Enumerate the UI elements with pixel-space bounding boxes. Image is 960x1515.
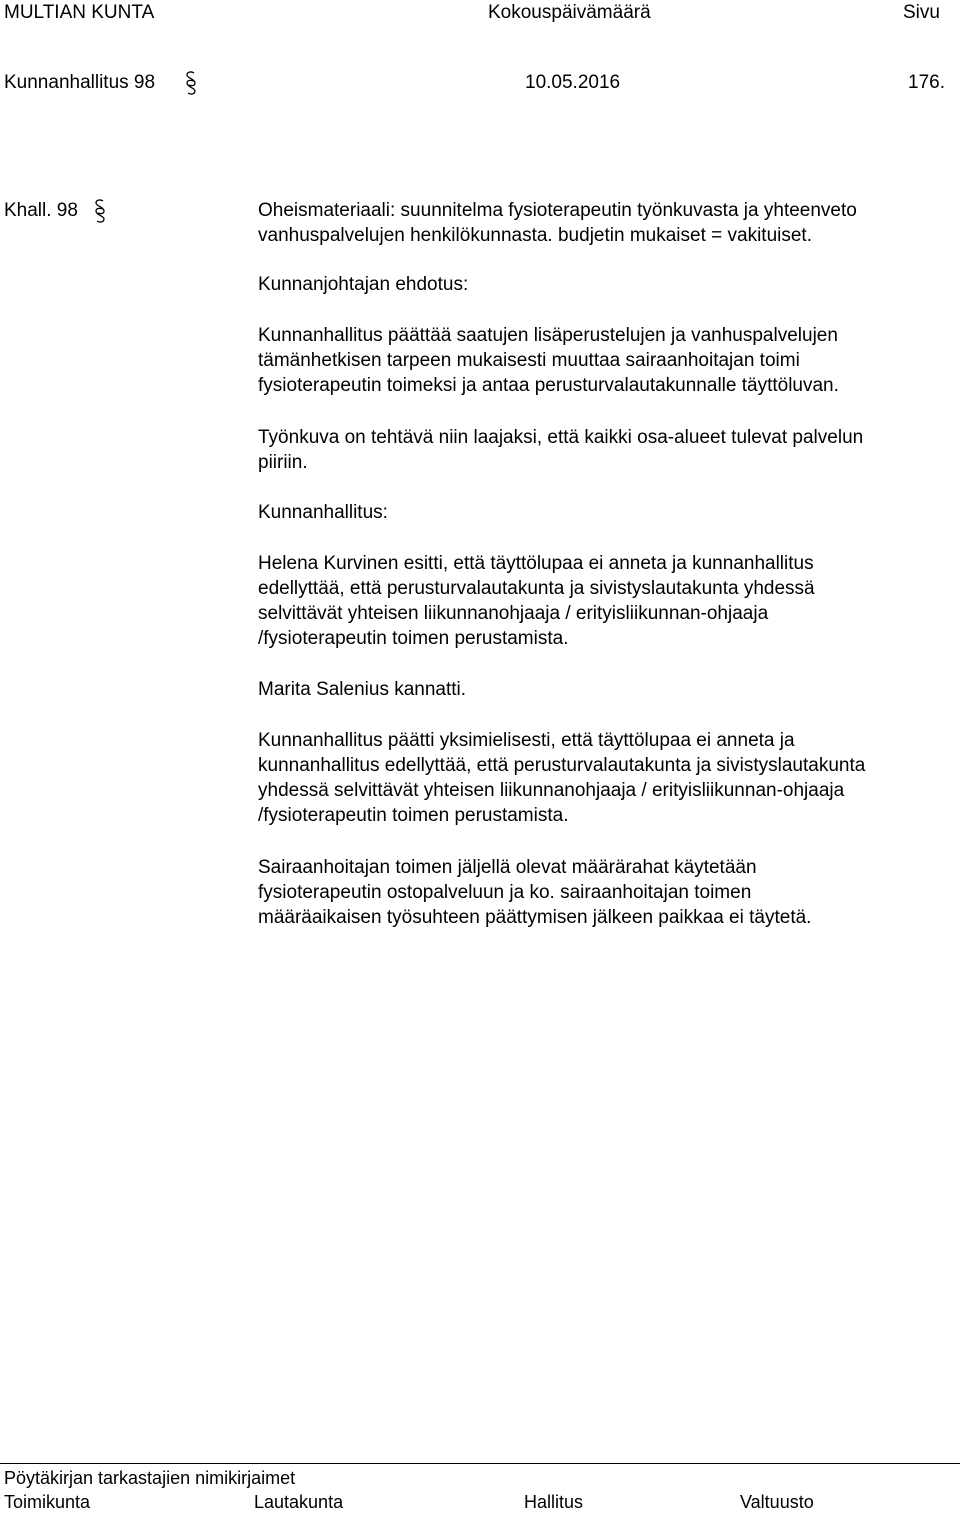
text-line: Helena Kurvinen esitti, että täyttölupaa ei anneta ja kunnanhallitus: [258, 553, 814, 574]
decision-heading: Kunnanhallitus:: [258, 502, 388, 523]
text-line: kunnanhallitus edellyttää, että perusturvalautakunta ja sivistyslautakunta: [258, 755, 866, 776]
funding-paragraph: [258, 855, 958, 930]
text-line: Kunnanhallitus päätti yksimielisesti, että täyttölupaa ei anneta ja: [258, 730, 795, 751]
footer-col-toimikunta: Toimikunta: [4, 1492, 91, 1512]
text-line: tämänhetkisen tarpeen mukaisesti muuttaa sairaanhoitajan toimi: [258, 350, 800, 371]
text-line: /fysioterapeutin toimen perustamista.: [258, 628, 569, 649]
page-label: Sivu: [903, 2, 940, 23]
text-line: fysioterapeutin ostopalveluun ja ko. sairaanhoitajan toimen: [258, 882, 752, 903]
text-line: Kunnanhallitus päättää saatujen lisäperustelujen ja vanhuspalvelujen: [258, 325, 838, 346]
text-line: Työnkuva on tehtävä niin laajaksi, että kaikki osa-alueet tulevat palvelun: [258, 427, 864, 448]
motion-paragraph: [258, 551, 958, 651]
footer-col-lautakunta: Lautakunta: [254, 1492, 344, 1512]
text-line: fysioterapeutin toimeksi ja antaa perusturvalautakunnalle täyttöluvan.: [258, 375, 839, 396]
text-line: selvittävät yhteisen liikunnanohjaaja / erityisliikunnan-ohjaaja: [258, 603, 769, 624]
meeting-date-label: Kokouspäivämäärä: [488, 2, 651, 23]
meeting-date: 10.05.2016: [525, 72, 621, 93]
meeting-body: Kunnanhallitus 98: [4, 72, 156, 93]
signatures-label: Pöytäkirjan tarkastajien nimikirjaimet: [4, 1468, 296, 1488]
text-line: piiriin.: [258, 452, 308, 473]
text-line: Oheismateriaali: suunnitelma fysioterapeutin työnkuvasta ja yhteenveto: [258, 200, 857, 221]
text-line: vanhuspalvelujen henkilökunnasta. budjetin mukaiset = vakituiset.: [258, 225, 812, 246]
footer-col-hallitus: Hallitus: [524, 1492, 584, 1512]
section-sign-icon: [184, 70, 198, 96]
decision-paragraph: [258, 728, 958, 828]
text-line: /fysioterapeutin toimen perustamista.: [258, 805, 569, 826]
attachment-note: [258, 198, 958, 248]
proposal-paragraph: [258, 323, 958, 398]
section-sign-icon: [93, 198, 107, 224]
page-number: 176.: [908, 72, 945, 93]
proposal-paragraph: [258, 425, 958, 475]
seconded-note: Marita Salenius kannatti.: [258, 679, 467, 700]
text-line: edellyttää, että perusturvalautakunta ja sivistyslautakunta yhdessä: [258, 578, 815, 599]
text-line: määräaikaisen työsuhteen päättymisen jälkeen paikkaa ei täytetä.: [258, 907, 812, 928]
text-line: Sairaanhoitajan toimen jäljellä olevat määrärahat käytetään: [258, 857, 757, 878]
municipality-name: MULTIAN KUNTA: [4, 2, 155, 23]
footer-col-valtuusto: Valtuusto: [740, 1492, 814, 1512]
case-reference: Khall. 98: [4, 200, 78, 221]
text-line: yhdessä selvittävät yhteisen liikunnanohjaaja / erityisliikunnan-ohjaaja: [258, 780, 845, 801]
proposal-heading: Kunnanjohtajan ehdotus:: [258, 274, 469, 295]
footer-divider: [0, 1463, 960, 1464]
